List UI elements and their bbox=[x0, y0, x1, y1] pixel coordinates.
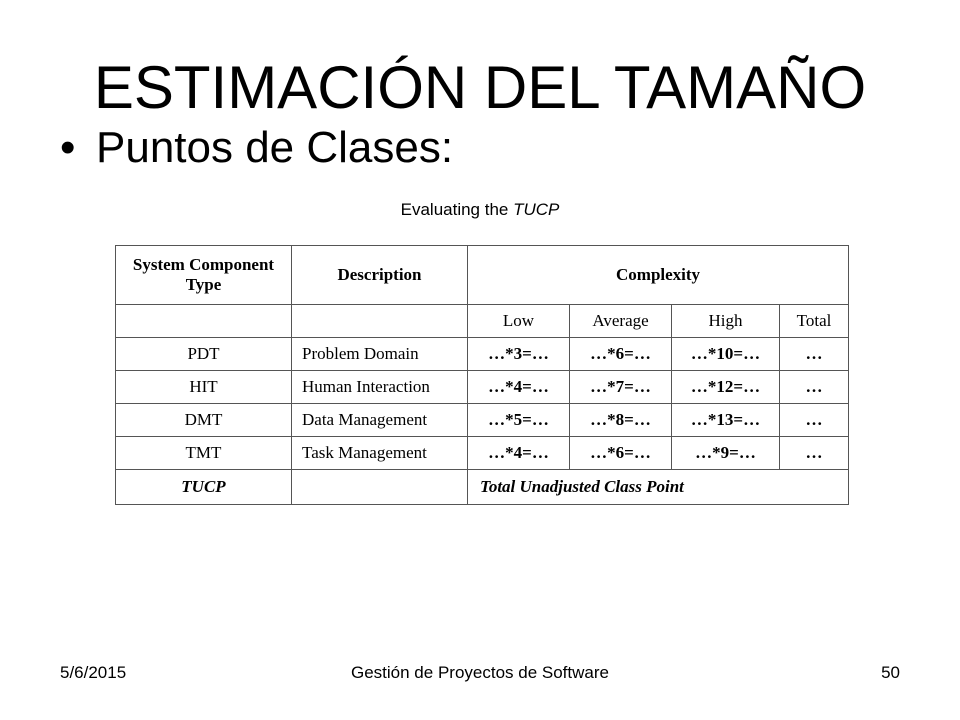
subheader-low: Low bbox=[468, 305, 570, 338]
cell-low: …*4=… bbox=[468, 437, 570, 470]
caption-text: Evaluating the bbox=[400, 200, 514, 219]
subheader-high: High bbox=[672, 305, 780, 338]
bullet-text: Puntos de Clases: bbox=[96, 123, 454, 172]
cell-total: … bbox=[780, 404, 849, 437]
table-row bbox=[116, 371, 849, 404]
caption-emphasis: TUCP bbox=[513, 200, 560, 219]
bullet-dot-icon: • bbox=[60, 123, 76, 172]
cell-high: …*9=… bbox=[672, 437, 780, 470]
header-complexity: Complexity bbox=[468, 246, 849, 305]
cell-description: Task Management bbox=[292, 437, 468, 470]
cell-description: Problem Domain bbox=[292, 338, 468, 371]
cell-low: …*5=… bbox=[468, 404, 570, 437]
tucp-table bbox=[115, 245, 849, 505]
subheader-average: Average bbox=[570, 305, 672, 338]
subheader-empty-cell bbox=[116, 305, 292, 338]
cell-low: …*4=… bbox=[468, 371, 570, 404]
cell-total: … bbox=[780, 437, 849, 470]
subheader-total: Total bbox=[780, 305, 849, 338]
cell-average: …*6=… bbox=[570, 437, 672, 470]
header-system-component-type: System Component Type bbox=[116, 246, 292, 305]
table-footer-row bbox=[116, 470, 849, 505]
cell-type: DMT bbox=[116, 404, 292, 437]
header-description: Description bbox=[292, 246, 468, 305]
footer-description bbox=[292, 470, 468, 505]
footer-page-number: 50 bbox=[881, 663, 900, 682]
cell-high: …*10=… bbox=[672, 338, 780, 371]
cell-average: …*8=… bbox=[570, 404, 672, 437]
table-row bbox=[116, 338, 849, 371]
table-row bbox=[116, 404, 849, 437]
table-row bbox=[116, 437, 849, 470]
subheader-empty-cell bbox=[292, 305, 468, 338]
figure-caption bbox=[0, 199, 960, 221]
cell-description: Human Interaction bbox=[292, 371, 468, 404]
cell-high: …*13=… bbox=[672, 404, 780, 437]
cell-average: …*6=… bbox=[570, 338, 672, 371]
table-header-row bbox=[116, 246, 849, 305]
cell-low: …*3=… bbox=[468, 338, 570, 371]
footer-date: 5/6/2015 bbox=[60, 663, 127, 682]
cell-type: PDT bbox=[116, 338, 292, 371]
cell-type: HIT bbox=[116, 371, 292, 404]
cell-average: …*7=… bbox=[570, 371, 672, 404]
bullet-item bbox=[60, 120, 453, 180]
cell-description: Data Management bbox=[292, 404, 468, 437]
slide-title: ESTIMACIÓN DEL TAMAÑO bbox=[93, 54, 867, 121]
cell-total: … bbox=[780, 338, 849, 371]
footer-complexity: Total Unadjusted Class Point bbox=[468, 470, 849, 505]
cell-total: … bbox=[780, 371, 849, 404]
cell-type: TMT bbox=[116, 437, 292, 470]
footer-type: TUCP bbox=[116, 470, 292, 505]
footer-course: Gestión de Proyectos de Software bbox=[351, 663, 609, 682]
table-subheader-row bbox=[116, 305, 849, 338]
cell-high: …*12=… bbox=[672, 371, 780, 404]
